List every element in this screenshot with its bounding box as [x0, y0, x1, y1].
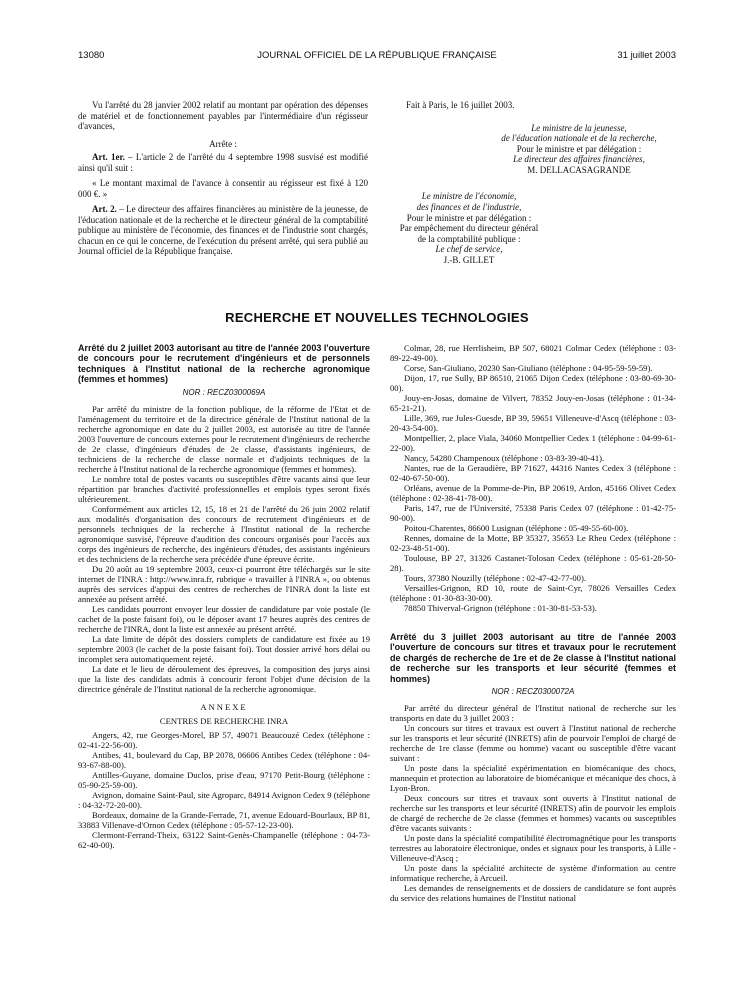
sig2-line-1: Le ministre de l'économie,	[421, 191, 517, 202]
vu-paragraph: Vu l'arrêté du 28 janvier 2002 relatif au montant par opération des dépenses de matériel et de fonctionnement payables par l'intermédiaire d'un régisseur d'avances,	[78, 100, 368, 131]
centre-item: Orléans, avenue de la Pomme-de-Pin, BP 20619, Ardon, 45166 Olivet Cedex (téléphone : 02-38-41-78-00).	[390, 483, 676, 503]
decree-1-para-7: La date et le lieu de déroulement des épreuves, la composition des jurys ainsi que la liste des candidats admis à concourir feront l'objet d'une décision de la directrice générale de l'Institut national de la recherche agronomique.	[78, 663, 370, 694]
page-number: 13080	[78, 50, 105, 61]
section-title: RECHERCHE ET NOUVELLES TECHNOLOGIES	[225, 310, 529, 325]
centre-item: Toulouse, BP 27, 31326 Castanet-Tolosan Cedex (téléphone : 05-61-28-50-28).	[390, 553, 676, 573]
centre-item: Avignon, domaine Saint-Paul, site Agroparc, 84914 Avignon Cedex 9 (téléphone : 04-32-72-20-00).	[78, 789, 370, 810]
article-2-label: Art. 2.	[92, 204, 117, 214]
decree-2-para-3: Un poste dans la spécialité expérimentation en biomécanique des chocs, mannequin et protection au laboratoire de biomécanique et mécanique des chocs, à Lyon-Bron.	[390, 763, 676, 794]
page-header	[78, 50, 676, 66]
decree-1-para-2: Le nombre total de postes vacants ou susceptibles d'être vacants ainsi que leur répartition par branches d'activité professionnelles et emplois types seront fixés ultérieurement.	[78, 473, 370, 504]
sig1-line-2: de l'éducation nationale et de la recherche,	[501, 133, 657, 144]
decree-1-para-1: Par arrêté du ministre de la fonction publique, de la réforme de l'Etat et de l'aménagement du territoire et de la directrice générale de l'Institut national de la recherche agronomique en date du 2 juillet 2003, est autorisée au titre de l'année 2003 l'ouverture de concours externes pour le recrutement d'ingénieurs de recherche de 2e classe, d'ingénieurs d'études de 2e classe, d'assistants ingénieurs, de techniciens de la recherche de classe normale et d'adjoints techniques de la recherche à l'Institut national de la recherche agronomique (femmes et hommes).	[78, 403, 370, 474]
decree-1-nor-text: NOR : RECZ0300069A	[182, 387, 266, 397]
sig2-line-2: des finances et de l'industrie,	[416, 202, 522, 213]
decree-1-para-3: Conformément aux articles 12, 15, 18 et 21 de l'arrêté du 26 juin 2002 relatif aux modalités d'organisation des concours de recrutement d'ingénieurs et de personnels techniques de la recherche à l'Institut national de la recherche agronomique susvisé, l'épreuve d'audition des concours organisés pour l'accès aux corps des ingénieurs de recherche, des ingénieurs d'études, des assistants ingénieurs et des techniciens de la recherche sera précédée d'une épreuve écrite.	[78, 503, 370, 564]
centre-item: Tours, 37380 Nouzilly (téléphone : 02-47-42-77-00).	[404, 573, 586, 583]
sig2-line-5: de la comptabilité publique :	[417, 233, 521, 244]
centre-item: Nantes, rue de la Geraudière, BP 71627, 44316 Nantes Cedex 3 (téléphone : 02-40-67-50-00).	[390, 463, 676, 483]
decree-2-nor	[390, 687, 676, 697]
decree-2-para-2: Un concours sur titres et travaux est ouvert à l'Institut national de recherche sur les transports et leur sécurité (INRETS) afin de pourvoir l'emploi de chargé de recherche de 1re classe (femme ou homme) vacant ou susceptible d'être vacant suivant :	[390, 723, 676, 764]
signature-block-1	[482, 123, 676, 176]
decree-2-para-6: Un poste dans la spécialité architecte de système d'information au centre informatique recherche, à Arcueil.	[390, 863, 676, 884]
centre-item: Paris, 147, rue de l'Université, 75338 Paris Cedex 07 (téléphone : 01-42-75-90-00).	[390, 503, 676, 523]
centre-item: Lille, 369, rue Jules-Guesde, BP 39, 59651 Villeneuve-d'Ascq (téléphone : 03-20-43-54-00).	[390, 413, 676, 433]
sig1-line-3: Pour le ministre et par délégation :	[516, 143, 642, 154]
decree-1-para-4: Du 20 août au 19 septembre 2003, ceux-ci pourront être téléchargés sur le site internet de l'INRA : http://www.inra.fr, rubrique « travailler à l'INRA », ou obtenus auprès des services d'appui des centres de recherches de l'INRA dont la liste est annexée au présent arrêté.	[78, 563, 370, 604]
sig2-signatory: J.-B. GILLET	[443, 255, 495, 266]
article-1	[78, 152, 368, 173]
journal-title: JOURNAL OFFICIEL DE LA RÉPUBLIQUE FRANÇAISE	[257, 50, 497, 61]
centre-item: Rennes, domaine de la Motte, BP 35327, 35653 Le Rheu Cedex (téléphone : 02-23-48-51-00).	[390, 533, 676, 553]
issue-date: 31 juillet 2003	[617, 50, 676, 61]
decree-1-title: Arrêté du 2 juillet 2003 autorisant au titre de l'année 2003 l'ouverture de concours pour le recrutement d'ingénieurs et de personnels techniques à l'Institut national de la recherche agronomique (femmes et hommes)	[78, 343, 370, 385]
decree-1-nor	[78, 388, 370, 398]
centre-item: Antilles-Guyane, domaine Duclos, prise d'eau, 97170 Petit-Bourg (téléphone : 05-90-25-59-00).	[78, 769, 370, 790]
decree-2-para-4: Deux concours sur titres et travaux sont ouverts à l'Institut national de recherche sur les transports et leur sécurité (INRETS) afin de pourvoir les emplois de chargé de recherche de 2e classe (femmes et hommes) vacants ou susceptibles d'être vacants suivants :	[390, 793, 676, 834]
signature-block-2	[392, 191, 546, 265]
decree-2-title: Arrêté du 3 juillet 2003 autorisant au titre de l'année 2003 l'ouverture de concours sur titres et travaux pour le recrutement de chargés de recherche de 1re et de 2e classe à l'Institut national de recherche sur les transports et leur sécurité (femmes et hommes)	[390, 632, 676, 684]
decree-2-para-1: Par arrêté du directeur général de l'Institut national de recherche sur les transports en date du 3 juillet 2003 :	[390, 703, 676, 724]
article-2-text: – Le directeur des affaires financières au ministère de la jeunesse, de l'éducation nationale et de la recherche et le directeur général de la comptabilité publique au ministère de l'économie, des finances et de l'industrie sont chargés, chacun en ce qui le concerne, de l'exécution du présent arrêté, qui sera publié au Journal officiel de la République française.	[78, 204, 369, 256]
centre-item: Clermont-Ferrand-Theix, 63122 Saint-Genès-Champanelle (téléphone : 04-73-62-40-00).	[78, 829, 370, 850]
centre-item: Dijon, 17, rue Sully, BP 86510, 21065 Dijon Cedex (téléphone : 03-80-69-30-00).	[390, 373, 676, 393]
sig2-line-3: Pour le ministre et par délégation :	[406, 212, 532, 223]
sig1-signatory: M. DELLACASAGRANDE	[527, 164, 631, 175]
centre-item: 78850 Thiverval-Grignon (téléphone : 01-30-81-53-53).	[404, 603, 597, 613]
centre-item: Angers, 42, rue Georges-Morel, BP 57, 49071 Beaucouzé Cedex (téléphone : 02-41-22-56-00).	[78, 729, 370, 750]
centre-item: Antibes, 41, boulevard du Cap, BP 2078, 06606 Antibes Cedex (téléphone : 04-93-67-88-00).	[78, 749, 370, 770]
decree-1-column	[78, 343, 370, 850]
decree-2-nor-text: NOR : RECZ0300072A	[491, 687, 575, 697]
article-1-text: – L'article 2 de l'arrêté du 4 septembre 1998 susvisé est modifié ainsi qu'il suit :	[78, 152, 368, 173]
decree-2-para-7: Les demandes de renseignements et de dossiers de candidature se font auprès du service des relations humaines de l'Institut national	[390, 883, 676, 904]
centre-item: Nancy, 54280 Champenoux (téléphone : 03-83-39-40-41).	[404, 453, 605, 463]
centre-item: Versailles-Grignon, RD 10, route de Saint-Cyr, 78026 Versailles Cedex (téléphone : 01-30-83-30-00).	[390, 583, 676, 603]
arrete-label: Arrête :	[209, 138, 237, 149]
decree-1-para-6: La date limite de dépôt des dossiers complets de candidature est fixée au 19 septembre 2003 (le cachet de la poste faisant foi). Tout dossier arrivé hors délai ou incomplet sera automatiquement rejeté.	[78, 633, 370, 664]
decree-1-para-5: Les candidats pourront envoyer leur dossier de candidature par voie postale (le cachet de la poste faisant foi), ou le déposer avant 17 heures auprès des centres de recherche de l'INRA, dont la liste est annexée au présent arrêté.	[78, 603, 370, 634]
centre-item: Bordeaux, domaine de la Grande-Ferrade, 71, avenue Edouard-Bourlaux, BP 81, 33883 Villenave-d'Ornon Cedex (téléphone : 05-57-12-23-00).	[78, 809, 370, 830]
centre-item: Jouy-en-Josas, domaine de Vilvert, 78352 Jouy-en-Josas (téléphone : 01-34-65-21-21).	[390, 393, 676, 413]
centre-item: Colmar, 28, rue Herrlisheim, BP 507, 68021 Colmar Cedex (téléphone : 03-89-22-49-00).	[390, 343, 676, 363]
decree-2-para-5: Un poste dans la spécialité compatibilité électromagnétique pour les transports terrestres au laboratoire électronique, ondes et signaux pour les transports, à Lille - Villeneuve-d'Ascq ;	[390, 833, 676, 864]
sig2-line-4: Par empêchement du directeur général	[399, 223, 539, 234]
article-2	[78, 204, 368, 257]
article-1-quote: « Le montant maximal de l'avance à consentir au régisseur est fixé à 120 000 €. »	[78, 178, 368, 199]
centre-item: Corse, San-Giuliano, 20230 San-Giuliano (téléphone : 04-95-59-59-59).	[404, 363, 653, 373]
article-1-label: Art. 1er.	[92, 152, 125, 162]
annexe-heading: ANNEXE	[200, 701, 248, 712]
centres-heading: CENTRES DE RECHERCHE INRA	[159, 715, 289, 726]
decree-2-column	[390, 632, 676, 903]
sig1-line-1: Le ministre de la jeunesse,	[531, 122, 627, 133]
centres-right-column	[390, 343, 676, 613]
centre-item: Montpellier, 2, place Viala, 34060 Montpellier Cedex 1 (téléphone : 04-99-61-22-00).	[390, 433, 676, 453]
sig1-line-4: Le directeur des affaires financières,	[513, 154, 645, 165]
sig2-line-6: Le chef de service,	[435, 244, 503, 255]
fait-a-paris: Fait à Paris, le 16 juillet 2003.	[406, 100, 515, 110]
top-right-column	[392, 100, 676, 266]
top-left-column	[78, 100, 368, 257]
centre-item: Poitou-Charentes, 86600 Lusignan (téléphone : 05-49-55-60-00).	[404, 523, 629, 533]
